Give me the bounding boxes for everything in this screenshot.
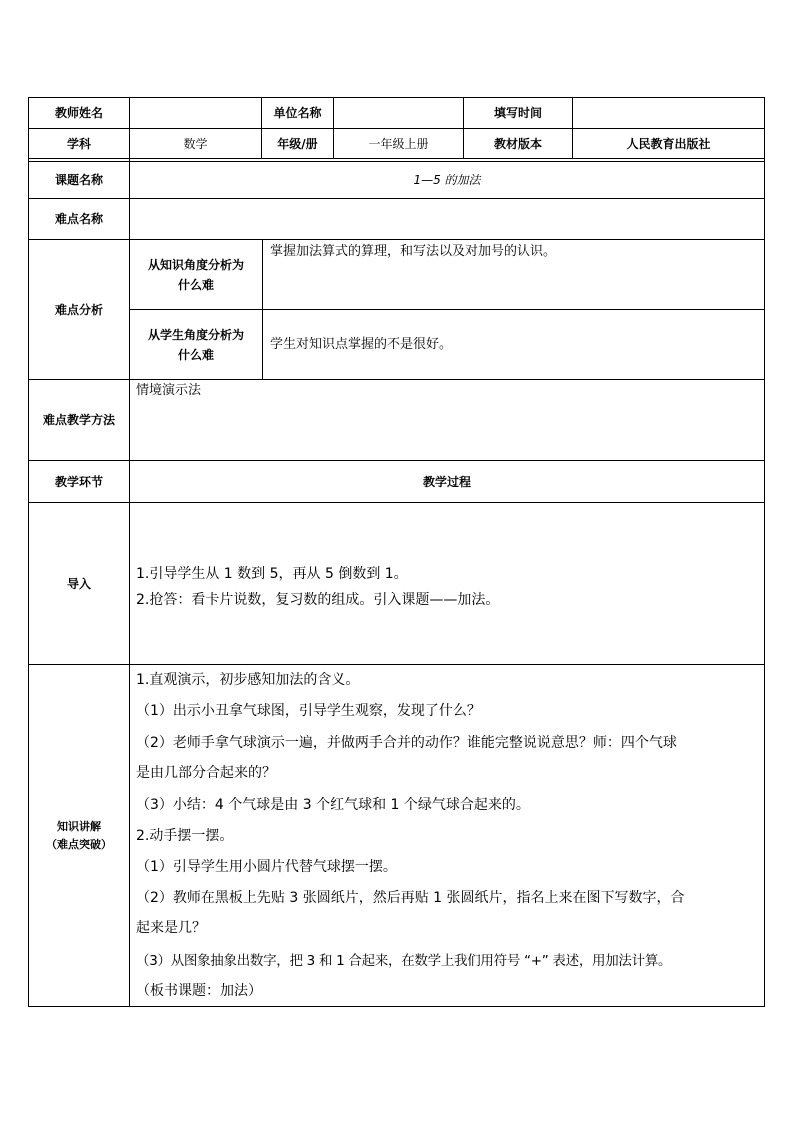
grid-line [28,664,765,665]
grid-line [28,1006,765,1007]
process-label: 教学过程 [422,474,471,489]
knowledge-line: （2）教师在黑板上先贴 3 张圆纸片，然后再贴 1 张圆纸片，指名上来在图下写数字，合 [136,890,685,906]
grid-line [28,379,765,380]
knowledge-angle-text: 掌握加法算式的算理，和写法以及对加号的认识。 [270,244,557,259]
analysis-label: 难点分析 [54,302,103,317]
section-label: 教学环节 [54,474,103,489]
intro-line: 2.抢答：看卡片说数，复习数的组成。引入课题——加法。 [136,592,500,608]
subject-value: 数学 [183,136,208,151]
knowledge-section-label-line1: 知识讲解 [57,819,101,833]
student-angle-text: 学生对知识点掌握的不是很好。 [270,337,453,352]
knowledge-section-label [29,665,129,1006]
fill-time-value[interactable] [573,98,764,128]
fill-time-label: 填写时间 [493,106,542,120]
knowledge-line: 起来是几？ [136,920,206,936]
knowledge-line: 2.动手摆一摆。 [136,828,234,844]
student-angle-label-line1: 从学生角度分析为 [147,327,244,342]
knowledge-line: （2）老师手拿气球演示一遍，并做两手合并的动作？谁能完整说说意思？师：四个气球 [136,735,677,751]
student-angle-label-line2: 什么难 [177,347,214,362]
textbook-value: 人民教育出版社 [626,136,711,151]
teacher-name-label: 教师姓名 [54,106,103,120]
knowledge-section-label-line2: （难点突破） [46,837,112,851]
difficulty-name-label: 难点名称 [54,212,103,226]
unit-name-label: 单位名称 [273,106,322,120]
knowledge-line: （1）引导学生用小圆片代替气球摆一摆。 [136,859,397,875]
unit-name-value[interactable] [334,98,463,128]
grade-value: 一年级上册 [368,136,429,151]
lesson-title-label: 课题名称 [54,173,103,187]
method-label: 难点教学方法 [42,413,115,427]
method-text: 情境演示法 [136,383,202,398]
knowledge-angle-label [130,240,262,309]
grid-line [28,502,765,503]
knowledge-angle-label-line2: 什么难 [177,277,214,292]
knowledge-line: 1.直观演示，初步感知加法的含义。 [136,672,360,688]
difficulty-name-value[interactable] [130,199,764,239]
textbook-label: 教材版本 [493,136,542,151]
subject-label: 学科 [66,136,91,151]
knowledge-line: （板书课题：加法） [136,983,262,999]
intro-line: 1.引导学生从 1 数到 5，再从 5 倒数到 1。 [136,566,408,582]
teacher-name-value[interactable] [130,98,261,128]
knowledge-angle-label-line1: 从知识角度分析为 [147,257,244,272]
lesson-title-value: 1—5 的加法 [413,173,481,187]
knowledge-line: （3）小结：4 个气球是由 3 个红气球和 1 个绿气球合起来的。 [136,797,530,813]
grid-line [28,158,765,159]
intro-label: 导入 [66,576,91,591]
knowledge-line: （3）从图象抽象出数字，把 3 和 1 合起来，在数学上我们用符号 “+” 表述，用加法计算。 [136,953,672,969]
grade-label: 年级/册 [277,136,318,151]
knowledge-line: 是由几部分合起来的？ [136,765,276,781]
student-angle-label [130,310,262,379]
grid-line [764,97,765,1007]
knowledge-line: （1）出示小丑拿气球图，引导学生观察，发现了什么？ [136,703,481,719]
